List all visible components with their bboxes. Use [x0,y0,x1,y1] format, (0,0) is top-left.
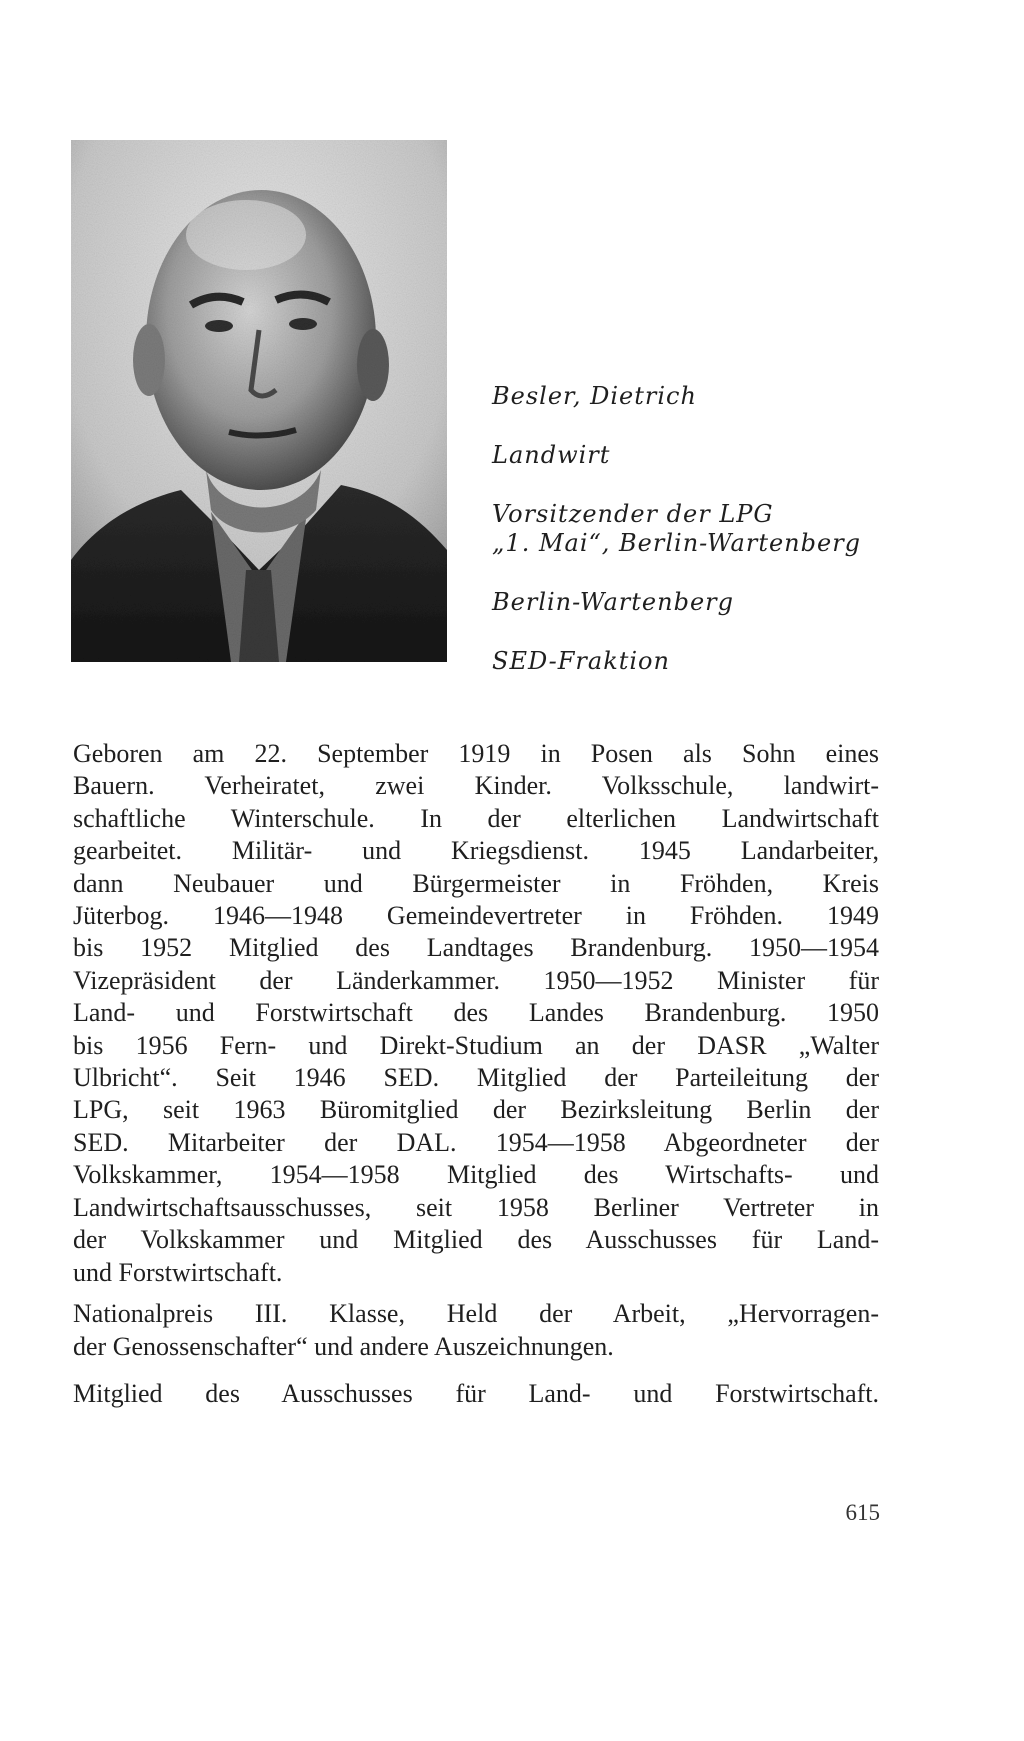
biography-paragraph [73,738,879,1289]
portrait-photo [71,140,447,662]
person-position-line2: „1. Mai“, Berlin-Wartenberg [492,529,862,557]
person-caption [492,382,912,676]
person-occupation: Landwirt [492,441,611,469]
biography-line: Landwirtschaftsausschusses, seit 1958 Berliner Vertreter in [73,1192,879,1222]
committee-membership: Mitglied des Ausschusses für Land- und Forstwirtschaft. [73,1379,879,1408]
biography-line: Ulbricht“. Seit 1946 SED. Mitglied der Parteileitung der [73,1063,879,1093]
person-residence: Berlin-Wartenberg [492,588,734,616]
biography-line: schaftliche Winterschule. In der elterlichen Landwirtschaft [73,803,879,833]
biography-line: LPG, seit 1963 Büromitglied der Bezirksleitung Berlin der [73,1095,879,1125]
biography-line: Bauern. Verheiratet, zwei Kinder. Volksschule, landwirt- [73,771,879,801]
portrait-image [71,140,447,662]
biography-line: gearbeitet. Militär- und Kriegsdienst. 1945 Landarbeiter, [73,836,879,866]
biography-line: SED. Mitarbeiter der DAL. 1954—1958 Abgeordneter der [73,1127,879,1157]
biography-line: und Forstwirtschaft. [73,1257,283,1287]
awards-line: Nationalpreis III. Klasse, Held der Arbeit, „Hervorragen- [73,1299,879,1328]
biography-line: bis 1956 Fern- und Direkt-Studium an der DASR „Walter [73,1030,879,1060]
biography-line: der Volkskammer und Mitglied des Ausschusses für Land- [73,1225,879,1255]
person-position-line1: Vorsitzender der LPG [492,500,774,528]
awards-line: der Genossenschafter“ und andere Auszeichnungen. [73,1332,614,1361]
biography-line: Jüterbog. 1946—1948 Gemeindevertreter in Fröhden. 1949 [73,901,879,931]
biography-line: dann Neubauer und Bürgermeister in Fröhden, Kreis [73,868,879,898]
biography-line: Geboren am 22. September 1919 in Posen als Sohn eines [73,739,879,768]
person-name: Besler, Dietrich [492,382,697,410]
biography-line: Volkskammer, 1954—1958 Mitglied des Wirtschafts- und [73,1160,879,1190]
page-number: 615 [845,1500,880,1525]
biography-line: bis 1952 Mitglied des Landtages Brandenburg. 1950—1954 [73,933,879,963]
biography-line: Land- und Forstwirtschaft des Landes Brandenburg. 1950 [73,998,879,1028]
person-faction: SED-Fraktion [492,647,670,675]
biography-line: Vizepräsident der Länderkammer. 1950—1952 Minister für [73,965,879,995]
awards-paragraph [73,1297,879,1363]
